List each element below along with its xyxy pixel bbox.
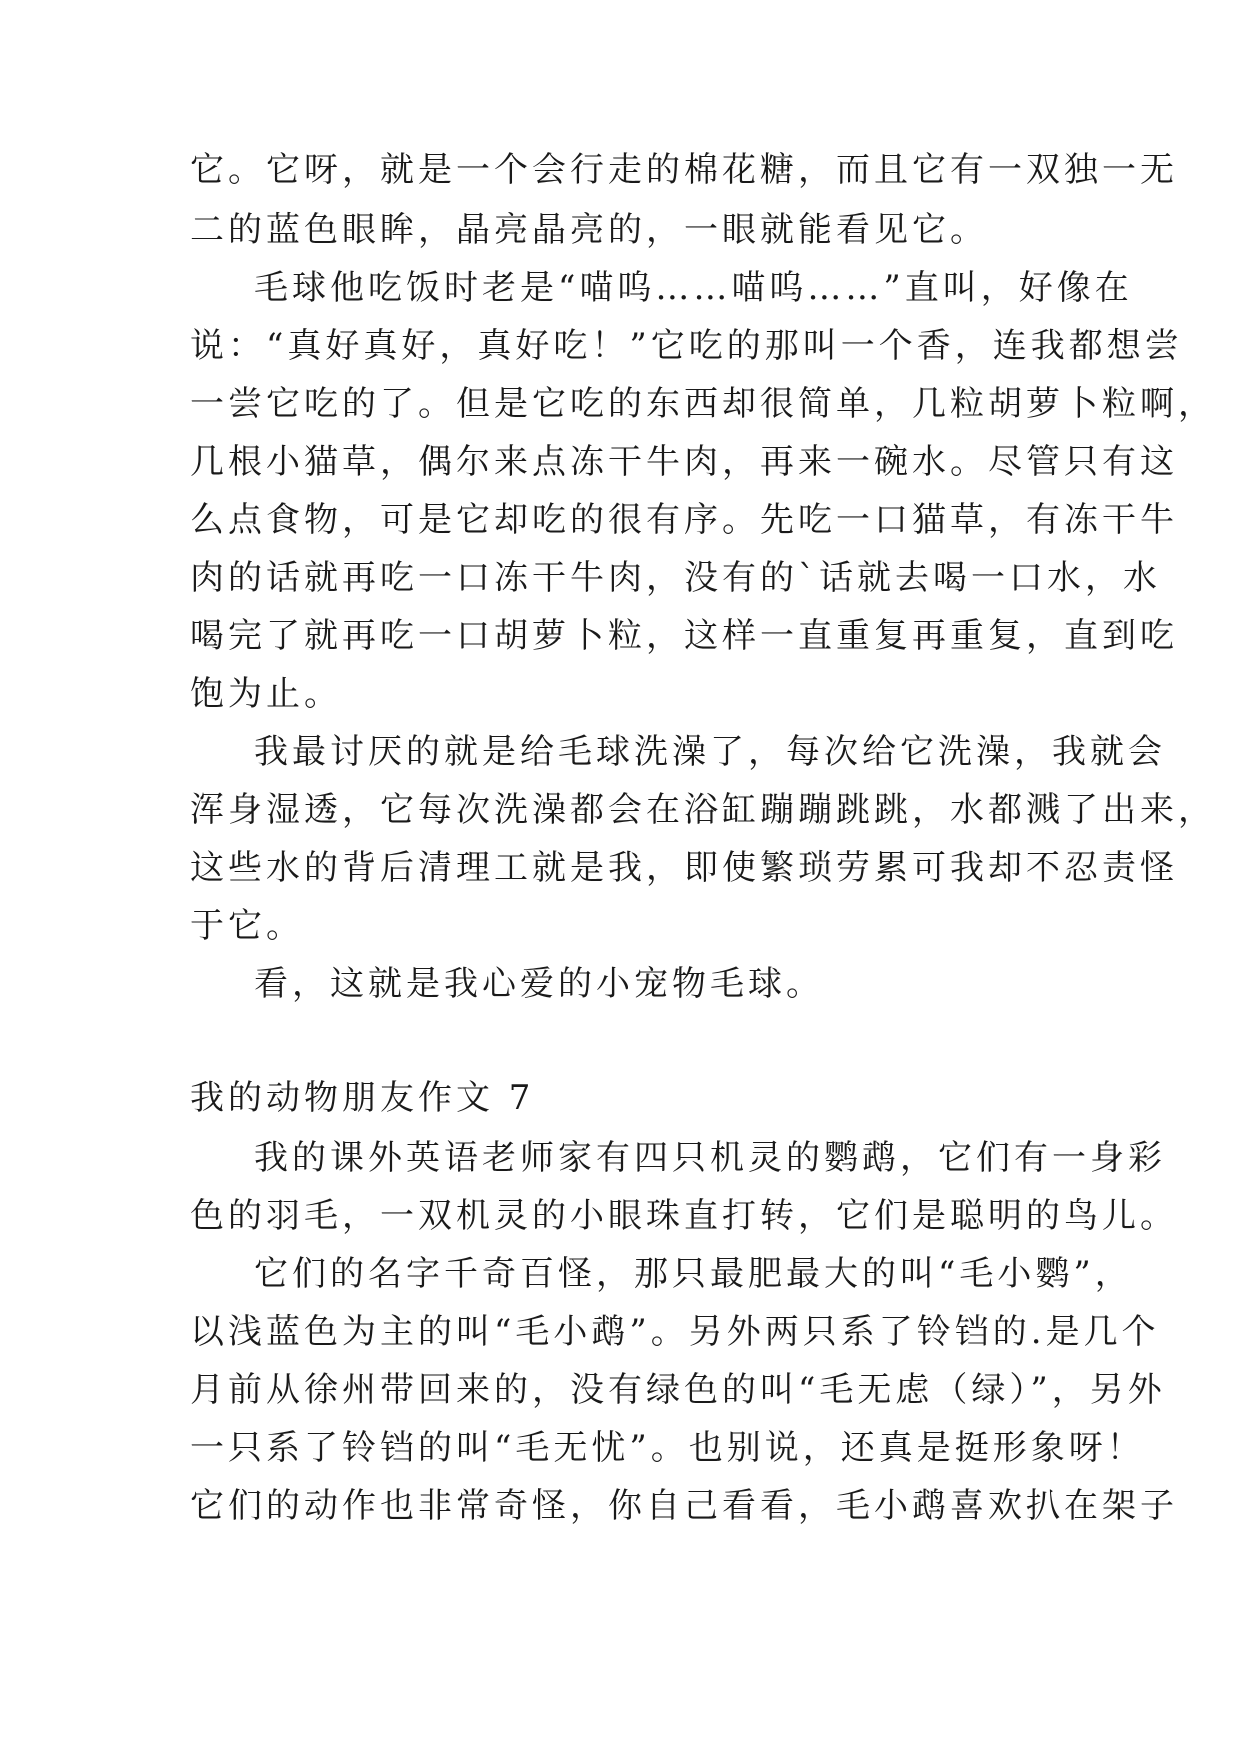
text-line: 这些水的背后清理工就是我，即使繁琐劳累可我却不忍责怪	[190, 848, 1178, 888]
text-line: 它们的动作也非常奇怪，你自己看看，毛小鹉喜欢扒在架子	[190, 1486, 1178, 1526]
paragraph-first-line: 它们的名字千奇百怪，那只最肥最大的叫“毛小鹦”，	[254, 1254, 1133, 1294]
text-line: 说：“真好真好，真好吃！”它吃的那叫一个香，连我都想尝	[190, 326, 1183, 366]
text-line: 它。它呀，就是一个会行走的棉花糖，而且它有一双独一无	[190, 150, 1178, 190]
text-line: 色的羽毛，一双机灵的小眼珠直打转，它们是聪明的鸟儿。	[190, 1196, 1178, 1236]
paragraph-first-line: 看，这就是我心爱的小宠物毛球。	[254, 964, 824, 1004]
text-line: 饱为止。	[190, 674, 342, 714]
text-line: 一尝它吃的了。但是它吃的东西却很简单，几粒胡萝卜粒啊，	[190, 384, 1216, 424]
text-line: 以浅蓝色为主的叫“毛小鹉”。另外两只系了铃铛的.是几个	[190, 1312, 1160, 1352]
text-line: 一只系了铃铛的叫“毛无忧”。也别说，还真是挺形象呀！	[190, 1428, 1145, 1468]
text-line: 二的蓝色眼眸，晶亮晶亮的，一眼就能看见它。	[190, 210, 988, 250]
paragraph-first-line: 我的课外英语老师家有四只机灵的鹦鹉，它们有一身彩	[254, 1138, 1166, 1178]
paragraph-first-line: 我最讨厌的就是给毛球洗澡了，每次给它洗澡，我就会	[254, 732, 1166, 772]
text-line: 于它。	[190, 906, 304, 946]
paragraph-first-line: 毛球他吃饭时老是“喵呜……喵呜……”直叫，好像在	[254, 268, 1133, 308]
text-line: 肉的话就再吃一口冻干牛肉，没有的`话就去喝一口水，水	[190, 558, 1161, 598]
text-line: 几根小猫草，偶尔来点冻干牛肉，再来一碗水。尽管只有这	[190, 442, 1178, 482]
text-line: 么点食物，可是它却吃的很有序。先吃一口猫草，有冻干牛	[190, 500, 1178, 540]
section-heading: 我的动物朋友作文 7	[190, 1078, 535, 1118]
text-line: 喝完了就再吃一口胡萝卜粒，这样一直重复再重复，直到吃	[190, 616, 1178, 656]
text-line: 浑身湿透，它每次洗澡都会在浴缸蹦蹦跳跳，水都溅了出来，	[190, 790, 1216, 830]
text-line: 月前从徐州带回来的，没有绿色的叫“毛无虑（绿）”，另外	[190, 1370, 1166, 1410]
